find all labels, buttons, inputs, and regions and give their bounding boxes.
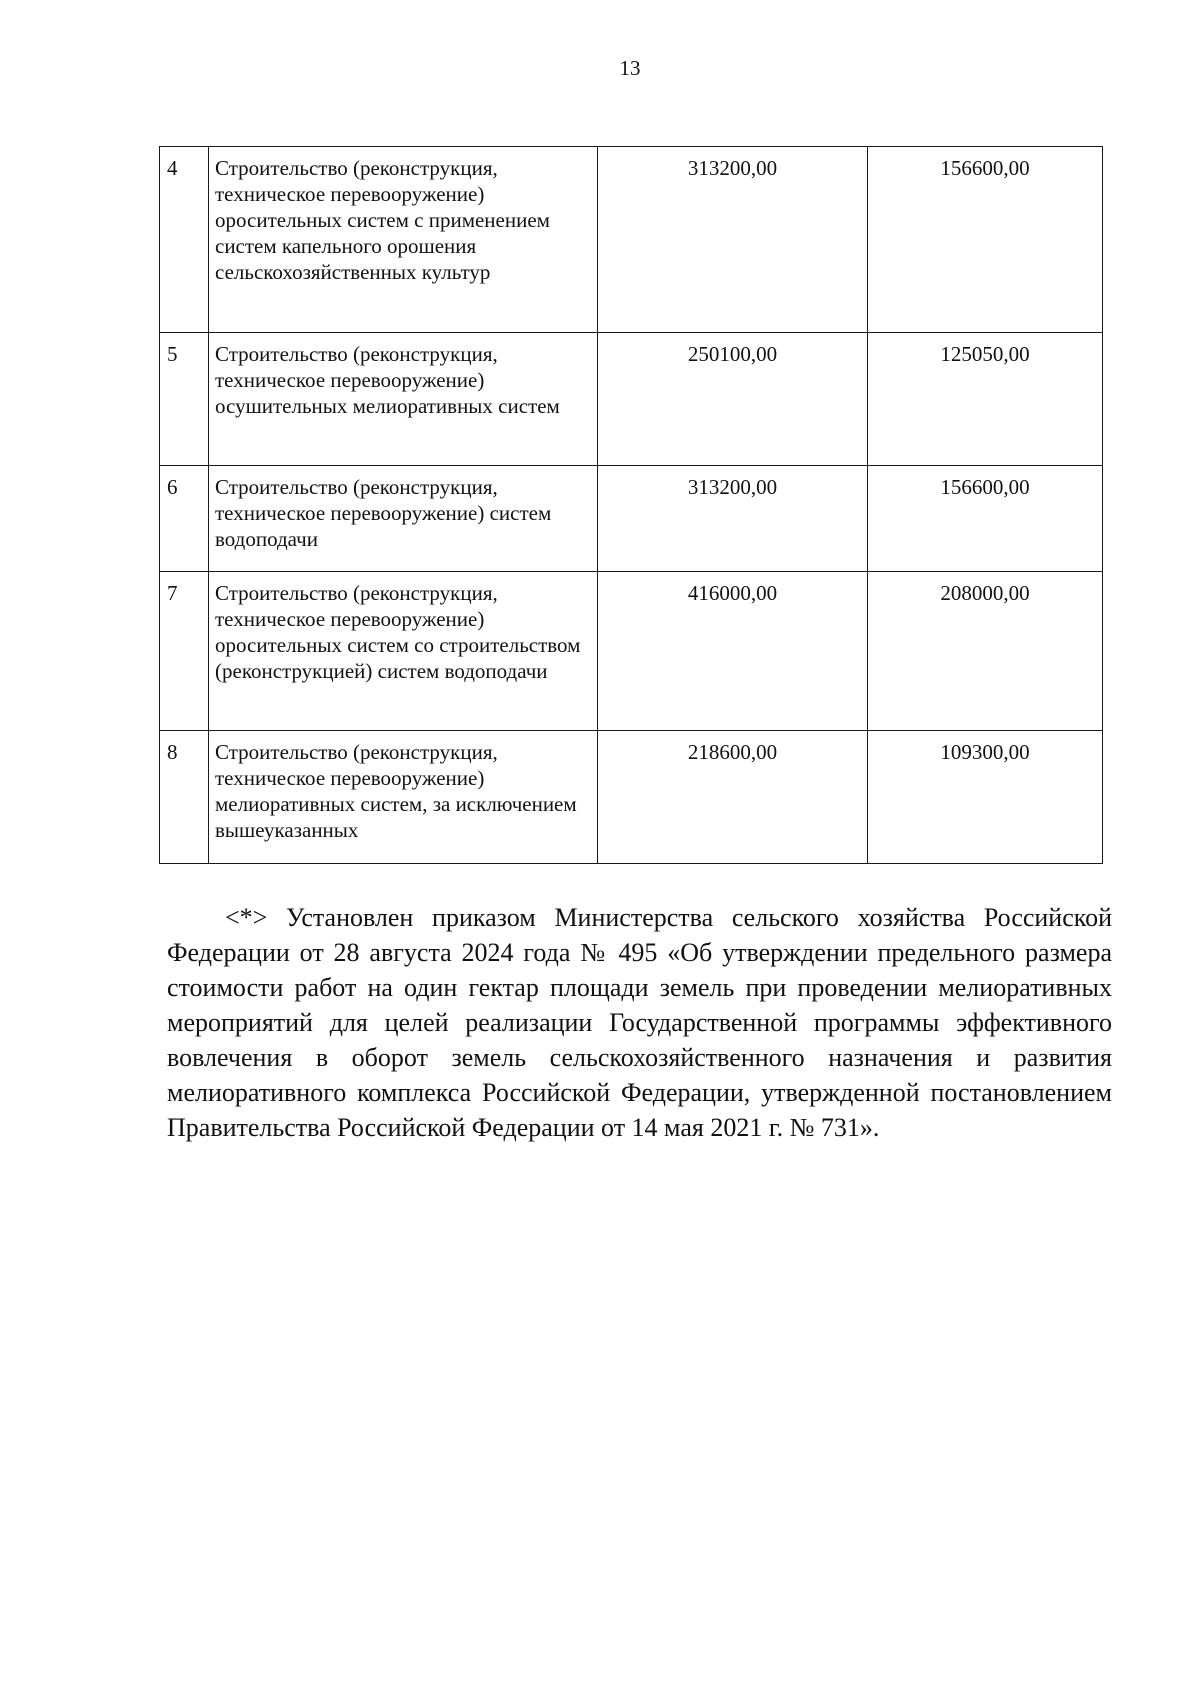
row-number-cell: 6 xyxy=(160,466,209,572)
cost-table xyxy=(159,146,1103,864)
row-number-cell: 5 xyxy=(160,333,209,466)
work-type-cell: Строительство (реконструкция, техническое перевооружение) мелиоративных систем, за исключением вышеуказанных xyxy=(209,731,598,864)
work-type-cell: Строительство (реконструкция, техническое перевооружение) оросительных систем с применением систем капельного орошения сельскохозяйственных культур xyxy=(209,147,598,333)
table-row xyxy=(160,147,1103,333)
cost-value-cell: 313200,00 xyxy=(598,466,868,572)
table-row xyxy=(160,333,1103,466)
work-type-cell: Строительство (реконструкция, техническое перевооружение) оросительных систем со строительством (реконструкцией) систем водоподачи xyxy=(209,572,598,731)
row-number-cell: 7 xyxy=(160,572,209,731)
cost-value-cell: 208000,00 xyxy=(868,572,1103,731)
table-row xyxy=(160,466,1103,572)
cost-value-cell: 250100,00 xyxy=(598,333,868,466)
cost-value-cell: 125050,00 xyxy=(868,333,1103,466)
cost-value-cell: 218600,00 xyxy=(598,731,868,864)
page-number: 13 xyxy=(619,56,641,80)
table-row xyxy=(160,572,1103,731)
work-type-cell: Строительство (реконструкция, техническое перевооружение) систем водоподачи xyxy=(209,466,598,572)
cost-value-cell: 109300,00 xyxy=(868,731,1103,864)
work-type-cell: Строительство (реконструкция, техническое перевооружение) осушительных мелиоративных систем xyxy=(209,333,598,466)
footnote-text: <*> Установлен приказом Министерства сельского хозяйства Российской Федерации от 28 августа 2024 года № 495 «Об утверждении предельного размера стоимости работ на один гектар площади земель при проведении мелиоративных мероприятий для целей реализации Государственной программы эффективного вовлечения в оборот земель сельскохозяйственного назначения и развития мелиоративного комплекса Российской Федерации, утвержденной постановлением Правительства Российской Федерации от 14 мая 2021 г. № 731». xyxy=(167,903,1112,1142)
table-row xyxy=(160,731,1103,864)
row-number-cell: 4 xyxy=(160,147,209,333)
row-number-cell: 8 xyxy=(160,731,209,864)
cost-value-cell: 416000,00 xyxy=(598,572,868,731)
cost-value-cell: 156600,00 xyxy=(868,466,1103,572)
cost-value-cell: 156600,00 xyxy=(868,147,1103,333)
cost-value-cell: 313200,00 xyxy=(598,147,868,333)
